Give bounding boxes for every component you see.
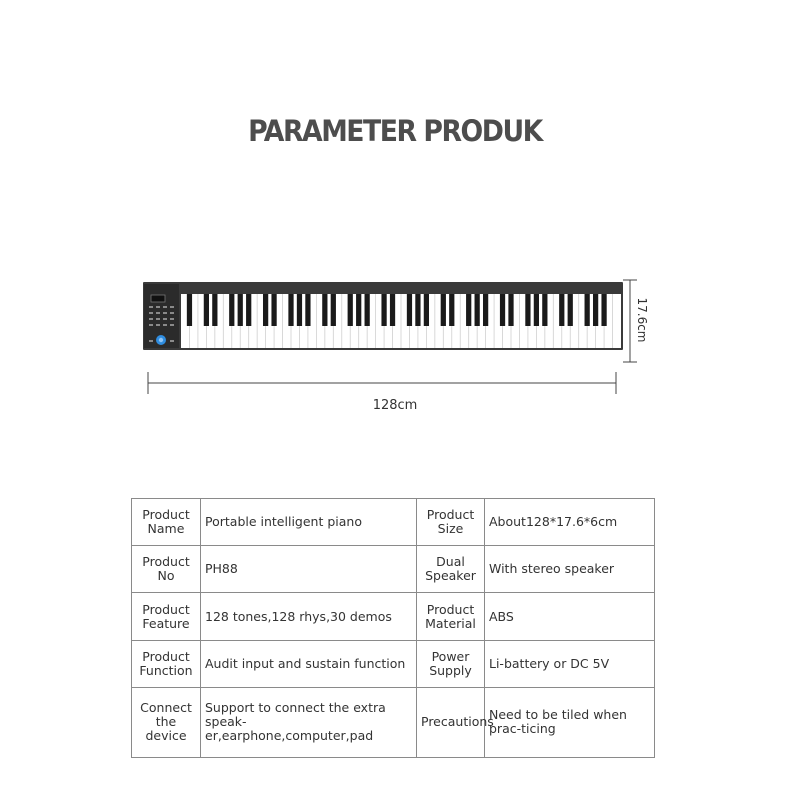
precautions-label: Precautions: [417, 687, 485, 757]
product-material-value: ABS: [485, 593, 655, 640]
black-key: [415, 294, 420, 326]
black-key: [204, 294, 209, 326]
black-key: [441, 294, 446, 326]
black-key: [424, 294, 429, 326]
page-title: PARAMETER PRODUK: [248, 114, 542, 148]
black-key: [508, 294, 513, 326]
black-key: [390, 294, 395, 326]
product-function-label: Product Function: [132, 640, 201, 687]
black-key: [212, 294, 217, 326]
display-screen: [151, 295, 165, 302]
table-row: [132, 546, 655, 593]
product-material-label: Product Material: [417, 593, 485, 640]
product-name-label: Product Name: [132, 499, 201, 546]
black-key: [407, 294, 412, 326]
piano-diagram: [143, 282, 623, 350]
length-dimension-label: 128cm: [372, 398, 418, 413]
product-feature-label: Product Feature: [132, 593, 201, 640]
dual-speaker-label: Dual Speaker: [417, 546, 485, 593]
black-key: [288, 294, 293, 326]
black-key: [449, 294, 454, 326]
black-key: [381, 294, 386, 326]
black-key: [568, 294, 573, 326]
table-row: [132, 499, 655, 546]
power-supply-label: Power Supply: [417, 640, 485, 687]
table-row: [132, 687, 655, 757]
piano-image: [143, 282, 623, 350]
black-key: [601, 294, 606, 326]
black-key: [356, 294, 361, 326]
black-key: [246, 294, 251, 326]
black-key: [534, 294, 539, 326]
black-key: [322, 294, 327, 326]
product-size-value: About128*17.6*6cm: [485, 499, 655, 546]
black-key: [525, 294, 530, 326]
product-name-value: Portable intelligent piano: [201, 499, 417, 546]
black-key: [483, 294, 488, 326]
black-key: [271, 294, 276, 326]
black-key: [466, 294, 471, 326]
table-row: [132, 640, 655, 687]
black-key: [585, 294, 590, 326]
height-dimension-label: 17.6cm: [635, 297, 649, 343]
parameter-table: [131, 498, 655, 758]
power-supply-value: Li-battery or DC 5V: [485, 640, 655, 687]
black-key: [365, 294, 370, 326]
connect-device-label: Connect the device: [132, 687, 201, 757]
table-row: [132, 593, 655, 640]
product-function-value: Audit input and sustain function: [201, 640, 417, 687]
precautions-value: Need to be tiled when prac-ticing: [485, 687, 655, 757]
black-key: [187, 294, 192, 326]
black-key: [229, 294, 234, 326]
black-key: [305, 294, 310, 326]
product-size-label: Product Size: [417, 499, 485, 546]
black-key: [593, 294, 598, 326]
black-key: [263, 294, 268, 326]
product-no-label: Product No: [132, 546, 201, 593]
black-key: [500, 294, 505, 326]
connect-device-value: Support to connect the extra speak-er,earphone,computer,pad: [201, 687, 417, 757]
product-feature-value: 128 tones,128 rhys,30 demos: [201, 593, 417, 640]
product-no-value: PH88: [201, 546, 417, 593]
black-key: [475, 294, 480, 326]
black-key: [297, 294, 302, 326]
dual-speaker-value: With stereo speaker: [485, 546, 655, 593]
black-key: [542, 294, 547, 326]
black-key: [238, 294, 243, 326]
black-key: [559, 294, 564, 326]
black-key: [331, 294, 336, 326]
black-key: [348, 294, 353, 326]
